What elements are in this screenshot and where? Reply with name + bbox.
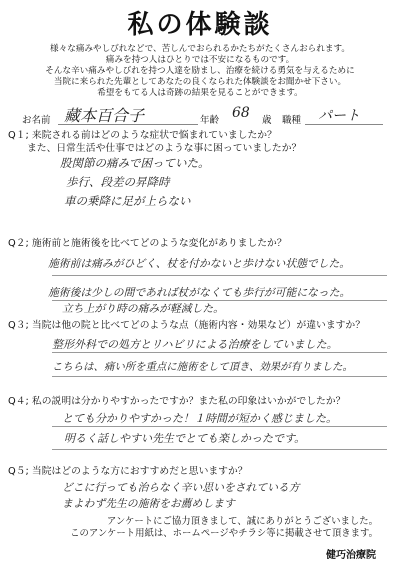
job-label: 職種 <box>282 115 302 126</box>
question-1-line-2: また、日常生活や仕事ではどのような事に困っていましたか？ <box>27 143 302 154</box>
intro-line-2: 痛みを持つ人はひとりでは不安になるものです。 <box>105 55 295 65</box>
answer-3-rule-1 <box>52 352 387 353</box>
answer-2-line-1: 施術前は痛みがひどく、杖を付かないと歩けない状態でした。 <box>48 257 351 270</box>
question-3-line-1: Q３; 当院は他の院と比べてどのような点（施術内容・効果など）が違いますか？ <box>8 320 366 331</box>
answer-3-line-1: 整形外科での処方とリハビリによる治療をしていました。 <box>52 338 338 351</box>
answer-1-line-3: 車の乗降に足が上らない <box>64 194 191 208</box>
answer-3-line-2: こちらは、痛い所を重点に施術をして頂き、効果が有りました。 <box>52 361 353 373</box>
answer-5-line-1: どこに行っても治らなく辛い思いをされている方 <box>62 481 300 494</box>
answer-2-rule-1 <box>52 275 387 276</box>
intro-line-4: 当院に来られた先輩としてあなたの良くなられた体験談をお聞かせ下さい。 <box>53 77 347 87</box>
page-title: 私の体験談 <box>127 10 273 40</box>
answer-4-line-2: 明るく話しやすい先生でとても楽しかったです。 <box>64 432 306 445</box>
name-underline <box>58 124 198 125</box>
answer-5-line-2: まよわず先生の施術をお薦めします <box>62 497 235 510</box>
clinic-name: 健巧治療院 <box>326 550 376 561</box>
name-label: お名前 <box>22 115 51 126</box>
intro-line-5: 希望をもてる人は奇跡の結果を見ることができます。 <box>97 88 303 98</box>
answer-3-rule-2 <box>52 376 387 377</box>
question-5-line-1: Q５; 当院はどのような方におすすめだと思いますか？ <box>8 466 248 477</box>
answer-1-line-2: 歩行、段差の昇降時 <box>66 175 170 189</box>
answer-1-line-1: 股関節の痛みで困っていた。 <box>60 156 210 170</box>
age-label: 年齢 <box>200 115 220 126</box>
question-2-line-1: Q２; 施術前と施術後を比べてどのような変化がありましたか？ <box>8 238 287 249</box>
answer-4-line-1: とても分かりやすかった！１時間が短かく感じました。 <box>62 412 337 425</box>
intro-line-3: そんな辛い痛みやしびれを持つ人達を励まし、治療を続ける勇気を与えるために <box>45 66 355 76</box>
intro-line-1: 様々な痛みやしびれなどで、苦しんでおられるかたちがたくさんおられます。 <box>50 44 350 54</box>
age-value: 68 <box>232 105 250 121</box>
job-value: パート <box>318 108 360 124</box>
question-4-line-1: Q４; 私の説明は分かりやすかったですか？また私の印象はいかがでしたか？ <box>8 396 346 407</box>
answer-2-line-2: 施術後は少しの間であれば杖がなくても歩行が可能になった。 <box>48 286 351 299</box>
footer-thanks: アンケートにご協力頂きまして、誠にありがとうございました。 <box>106 516 378 527</box>
age-unit: 歳 <box>262 115 272 126</box>
job-underline <box>305 124 383 125</box>
question-1-line-1: Q１; 来院される前はどのような症状で悩まれていましたか？ <box>8 130 277 141</box>
answer-2-rule-2 <box>52 300 387 301</box>
footer-notice: このアンケート用紙は、ホームページやチラシ等に掲載させて頂きます。 <box>70 528 378 539</box>
name-value: 藏本百合子 <box>64 106 145 125</box>
answer-4-rule-1 <box>52 426 387 427</box>
answer-4-rule-2 <box>52 449 387 450</box>
answer-2-line-3: 立ち上がり時の痛みが軽減した。 <box>62 302 224 315</box>
